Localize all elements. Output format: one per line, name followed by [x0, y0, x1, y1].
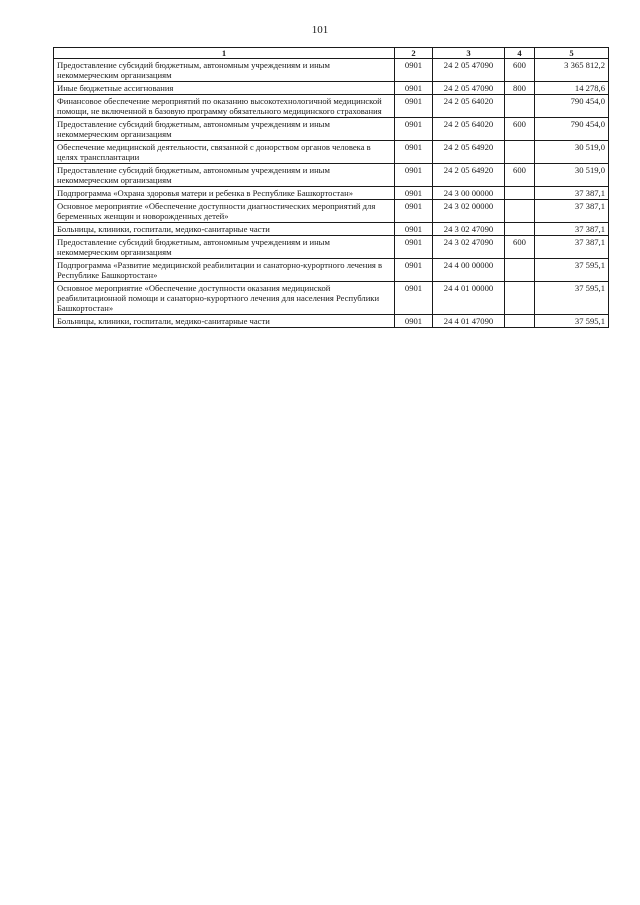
row-amount: 30 519,0 [535, 164, 609, 187]
row-article: 24 2 05 47090 [433, 59, 505, 82]
row-article: 24 2 05 64020 [433, 95, 505, 118]
table-row [54, 223, 609, 236]
table-row [54, 95, 609, 118]
header-col-5: 5 [535, 48, 609, 59]
table-row [54, 82, 609, 95]
row-name: Подпрограмма «Развитие медицинской реабилитации и санаторно-курортного лечения в Республике Башкортостан» [54, 259, 395, 282]
row-article: 24 2 05 47090 [433, 82, 505, 95]
table-row [54, 59, 609, 82]
row-name: Предоставление субсидий бюджетным, автономным учреждениям и иным некоммерческим организациям [54, 118, 395, 141]
row-name: Предоставление субсидий бюджетным, автономным учреждениям и иным некоммерческим организациям [54, 164, 395, 187]
row-section: 0901 [395, 223, 433, 236]
table-row [54, 200, 609, 223]
header-col-4: 4 [505, 48, 535, 59]
row-name: Обеспечение медицинской деятельности, связанной с донорством органов человека в целях трансплантации [54, 141, 395, 164]
row-name: Предоставление субсидий бюджетным, автономным учреждениям и иным некоммерческим организациям [54, 236, 395, 259]
row-name: Подпрограмма «Охрана здоровья матери и ребенка в Республике Башкортостан» [54, 187, 395, 200]
row-amount: 37 387,1 [535, 187, 609, 200]
row-amount: 37 595,1 [535, 282, 609, 315]
row-amount: 790 454,0 [535, 118, 609, 141]
row-type: 800 [505, 82, 535, 95]
row-type [505, 95, 535, 118]
row-type [505, 141, 535, 164]
header-col-3: 3 [433, 48, 505, 59]
row-type: 600 [505, 164, 535, 187]
row-article: 24 2 05 64920 [433, 141, 505, 164]
row-amount: 14 278,6 [535, 82, 609, 95]
row-type [505, 315, 535, 328]
row-amount: 3 365 812,2 [535, 59, 609, 82]
row-section: 0901 [395, 236, 433, 259]
row-name: Основное мероприятие «Обеспечение доступности оказания медицинской реабилитационной помощи и санаторно-курортного лечения для населения Республики Башкортостан» [54, 282, 395, 315]
header-col-2: 2 [395, 48, 433, 59]
row-type [505, 259, 535, 282]
row-name: Финансовое обеспечение мероприятий по оказанию высокотехнологичной медицинской помощи, не включенной в базовую программу обязательного медицинского страхования [54, 95, 395, 118]
row-article: 24 2 05 64920 [433, 164, 505, 187]
row-section: 0901 [395, 315, 433, 328]
row-section: 0901 [395, 164, 433, 187]
row-article: 24 3 00 00000 [433, 187, 505, 200]
row-section: 0901 [395, 141, 433, 164]
row-type [505, 282, 535, 315]
row-name: Иные бюджетные ассигнования [54, 82, 395, 95]
row-type: 600 [505, 236, 535, 259]
row-type [505, 200, 535, 223]
row-section: 0901 [395, 82, 433, 95]
row-name: Больницы, клиники, госпитали, медико-санитарные части [54, 315, 395, 328]
table-row [54, 118, 609, 141]
row-type [505, 187, 535, 200]
row-amount: 790 454,0 [535, 95, 609, 118]
row-type [505, 223, 535, 236]
header-col-1: 1 [54, 48, 395, 59]
row-amount: 37 595,1 [535, 259, 609, 282]
row-type: 600 [505, 59, 535, 82]
table-row [54, 164, 609, 187]
row-section: 0901 [395, 187, 433, 200]
row-article: 24 4 01 47090 [433, 315, 505, 328]
row-amount: 37 387,1 [535, 223, 609, 236]
page-number: 101 [311, 24, 329, 36]
row-article: 24 3 02 47090 [433, 223, 505, 236]
row-article: 24 4 00 00000 [433, 259, 505, 282]
table-row [54, 236, 609, 259]
row-section: 0901 [395, 95, 433, 118]
row-amount: 37 387,1 [535, 236, 609, 259]
row-section: 0901 [395, 118, 433, 141]
row-section: 0901 [395, 200, 433, 223]
table-row [54, 259, 609, 282]
row-name: Больницы, клиники, госпитали, медико-санитарные части [54, 223, 395, 236]
row-amount: 37 595,1 [535, 315, 609, 328]
table-row [54, 315, 609, 328]
table-row [54, 141, 609, 164]
table-row [54, 187, 609, 200]
row-amount: 37 387,1 [535, 200, 609, 223]
table-header-row [54, 48, 609, 59]
row-type: 600 [505, 118, 535, 141]
row-name: Основное мероприятие «Обеспечение доступности диагностических мероприятий для беременных женщин и новорожденных детей» [54, 200, 395, 223]
row-section: 0901 [395, 259, 433, 282]
budget-table [53, 47, 609, 328]
row-amount: 30 519,0 [535, 141, 609, 164]
row-article: 24 4 01 00000 [433, 282, 505, 315]
row-section: 0901 [395, 282, 433, 315]
row-article: 24 2 05 64020 [433, 118, 505, 141]
table-row [54, 282, 609, 315]
row-section: 0901 [395, 59, 433, 82]
row-name: Предоставление субсидий бюджетным, автономным учреждениям и иным некоммерческим организациям [54, 59, 395, 82]
row-article: 24 3 02 00000 [433, 200, 505, 223]
row-article: 24 3 02 47090 [433, 236, 505, 259]
